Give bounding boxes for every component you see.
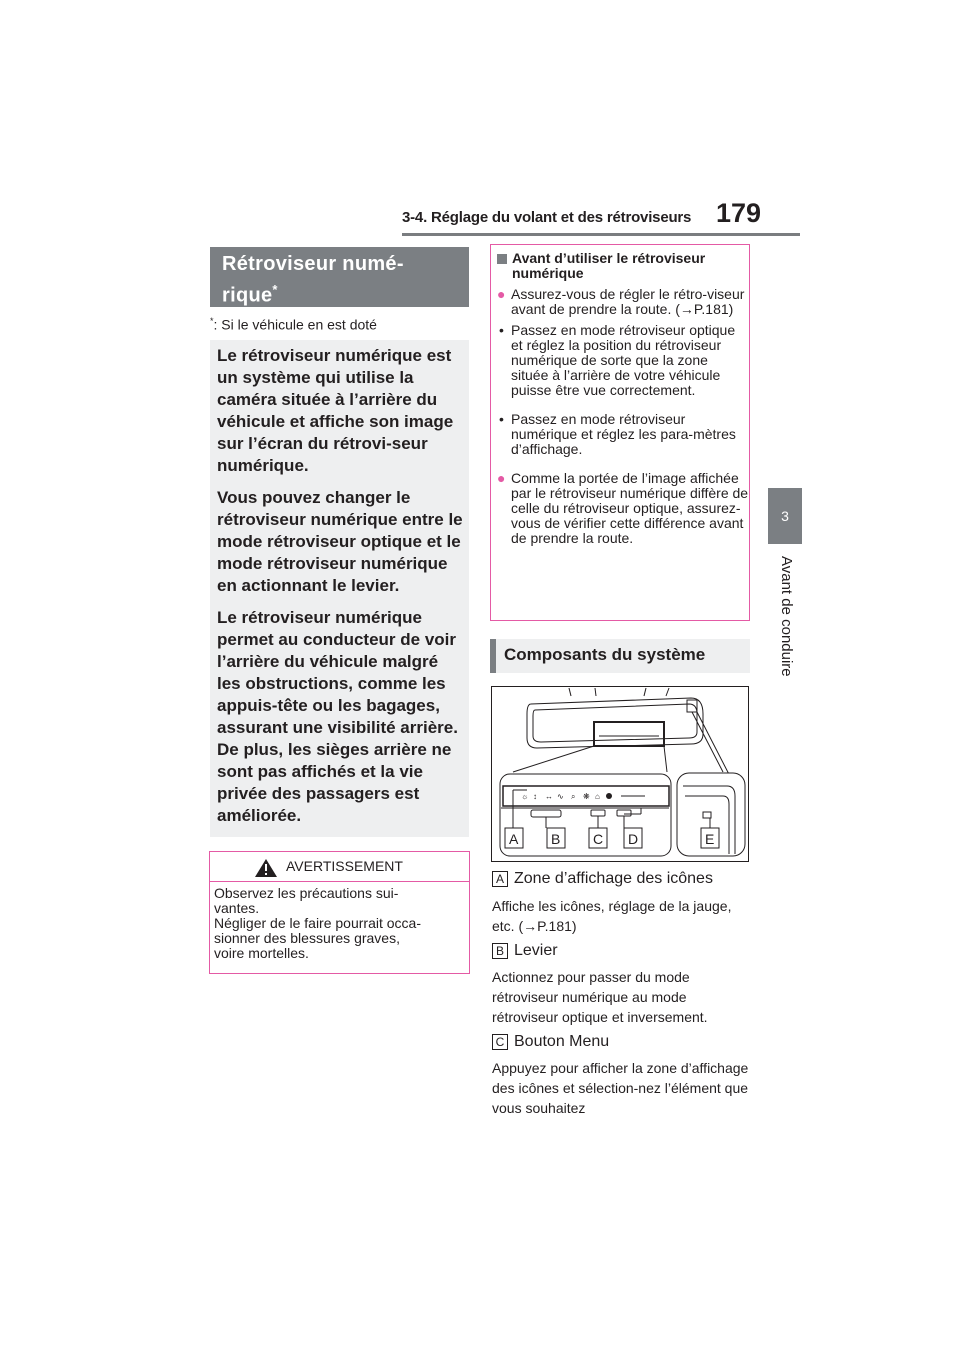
component-title-text: Levier (514, 942, 558, 959)
footnote-text: : Si le véhicule en est doté (213, 316, 377, 333)
letter-box-b: B (492, 943, 508, 959)
component-b-title (492, 942, 558, 960)
small-bullet-icon: • (499, 322, 504, 338)
note-item (497, 471, 749, 546)
page-title-box (210, 247, 469, 307)
round-bullet-icon: ● (497, 470, 506, 486)
intro-paragraph: Le rétroviseur numérique est un système qui utilise la caméra située à l’arrière du véhicule et affiche son image sur l’écran du rétrovi-seur numérique. (217, 346, 454, 475)
square-bullet-icon (497, 254, 507, 264)
diagram-label-c: C (593, 831, 604, 847)
intro-box (210, 340, 469, 837)
page-title-line2: rique (222, 284, 273, 307)
note-heading-text: Avant d’utiliser le rétroviseur numérique (512, 250, 706, 281)
diagram-label-e: E (705, 831, 715, 847)
warning-title: AVERTISSEMENT (286, 858, 403, 874)
header-rule (402, 233, 800, 236)
round-bullet-icon: ● (497, 286, 506, 302)
note-subitem-text: Passez en mode rétroviseur optique et réglez la position du rétroviseur numérique de sorte que la zone située à l’arrière de votre véhicule puisse être vue correctement. (511, 322, 736, 398)
warning-text-line: Négliger de le faire pourrait occa- (214, 915, 421, 931)
component-c-title (492, 1033, 609, 1051)
component-a-title (492, 870, 713, 888)
diagram-label-d: D (628, 831, 639, 847)
note-subitem (497, 323, 749, 398)
svg-text:❋: ❋ (583, 792, 590, 801)
letter-box-c: C (492, 1034, 508, 1050)
warning-header (210, 852, 469, 882)
warning-text-line: sionner des blessures graves, (214, 930, 400, 946)
note-box (490, 244, 750, 621)
note-subitem-text: Passez en mode rétroviseur numérique et réglez les para-mètres d’affichage. (511, 411, 736, 457)
footnote (210, 316, 377, 333)
intro-paragraph: Vous pouvez changer le rétroviseur numérique entre le mode rétroviseur optique et le mode rétroviseur numérique en actionnant le levier. (217, 488, 463, 595)
warning-text-line: vantes. (214, 900, 260, 916)
svg-text:⌂: ⌂ (595, 792, 600, 801)
page-title-line1: Rétroviseur numé- (222, 253, 404, 275)
component-a-desc: Affiche les icônes, réglage de la jauge, etc. (→P.181) (492, 898, 732, 934)
note-item (497, 287, 749, 317)
diagram-label-b: B (551, 831, 561, 847)
svg-text:⌕: ⌕ (571, 792, 576, 801)
warning-body (210, 882, 469, 961)
page-number: 179 (716, 198, 762, 228)
note-heading (497, 251, 749, 281)
diagram-label-a: A (509, 831, 519, 847)
svg-text:☼: ☼ (521, 792, 529, 801)
section-heading-bar (490, 639, 750, 673)
section-header-title: 3-4. Réglage du volant et des rétroviseurs (402, 209, 692, 226)
note-item-text: Assurez-vous de régler le rétro-viseur avant de prendre la route. (→P.181) (511, 286, 745, 317)
svg-text:↔: ↔ (545, 792, 553, 801)
component-title-text: Bouton Menu (514, 1033, 610, 1050)
chapter-label: Avant de conduire (778, 556, 795, 677)
letter-box-a: A (492, 871, 508, 887)
footnote-asterisk: * (210, 316, 214, 326)
section-heading: Composants du système (504, 645, 706, 664)
component-c-desc: Appuyez pour afficher la zone d’affichage des icônes et sélection-nez l’élément que vous souhaitez (492, 1060, 749, 1116)
warning-text-line: Observez les précautions sui- (214, 885, 399, 901)
warning-box (209, 851, 470, 974)
note-item-text: Comme la portée de l’image affichée par le rétroviseur numérique diffère de celle du rétroviseur optique, assurez-vous de vérifier cette différence avant de prendre la route. (511, 470, 749, 546)
svg-text:∿: ∿ (557, 792, 564, 801)
svg-text:↕: ↕ (533, 792, 537, 801)
small-bullet-icon: • (499, 411, 504, 427)
warning-text-line: voire mortelles. (214, 945, 309, 961)
intro-paragraph: Le rétroviseur numérique permet au conducteur de voir l’arrière du véhicule malgré les obstructions, comme les appuis-tête ou les bagages, assurant une visibilité arrière. De plus, les sièges arrière ne sont pas affichés et la vie privée des passagers est améliorée. (217, 608, 458, 825)
chapter-tab[interactable]: 3 (768, 488, 802, 544)
component-title-text: Zone d’affichage des icônes (514, 870, 713, 887)
component-b-desc: Actionnez pour passer du mode rétroviseur numérique au mode rétroviseur optique et inversement. (492, 969, 708, 1025)
footnote-marker: * (272, 282, 278, 297)
note-subitem (497, 412, 749, 457)
warning-triangle-icon (254, 858, 278, 878)
mirror-diagram (491, 686, 749, 862)
